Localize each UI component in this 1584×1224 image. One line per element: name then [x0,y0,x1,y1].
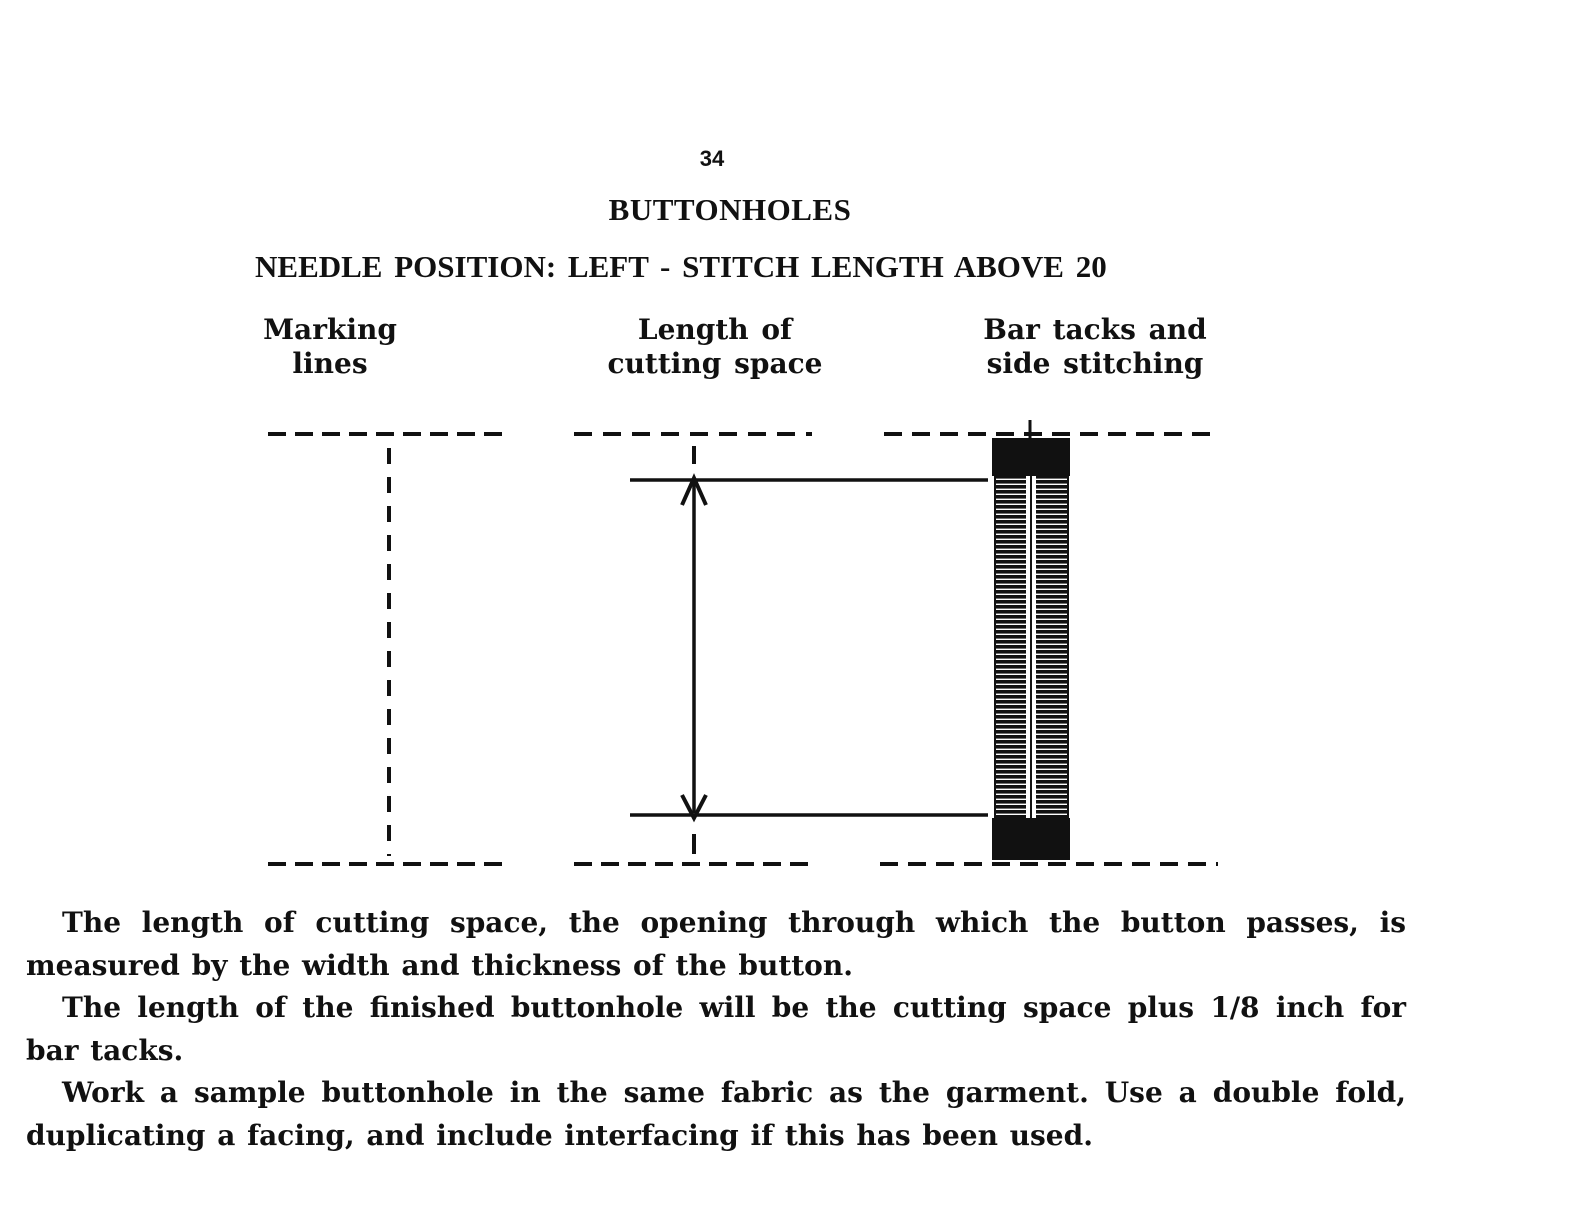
label-bartacks-line-1: Bar tacks and [983,313,1207,346]
label-marking-line-1: Marking [263,313,397,346]
label-length-line-1: Length of [637,313,793,346]
label-bartacks-line-2: side stitching [986,347,1204,380]
label-marking-line-2: lines [292,347,368,380]
body-text [26,902,1406,1157]
label-length-line-2: cutting space [607,347,823,380]
page-title: BUTTONHOLES [608,192,852,227]
right-side-stitching [1036,476,1069,818]
cutting-space-figure [574,434,988,864]
paragraph-finished-length: The length of the finished buttonhole will be the cutting space plus 1/8 inch for bar tacks. [26,991,1406,1067]
page-number: 34 [699,146,725,171]
marking-lines-figure [268,434,506,864]
bar-tacks-figure [880,420,1218,864]
page-subtitle: NEEDLE POSITION: LEFT - STITCH LENGTH ABOVE 20 [255,249,1107,284]
left-side-stitching [994,476,1026,818]
paragraph-cutting-space: The length of cutting space, the opening through which the button passes, is measured by the width and thickness of the button. [26,906,1406,982]
paragraph-sample: Work a sample buttonhole in the same fabric as the garment. Use a double fold, duplicating a facing, and include interfacing if this has been used. [26,1076,1406,1152]
